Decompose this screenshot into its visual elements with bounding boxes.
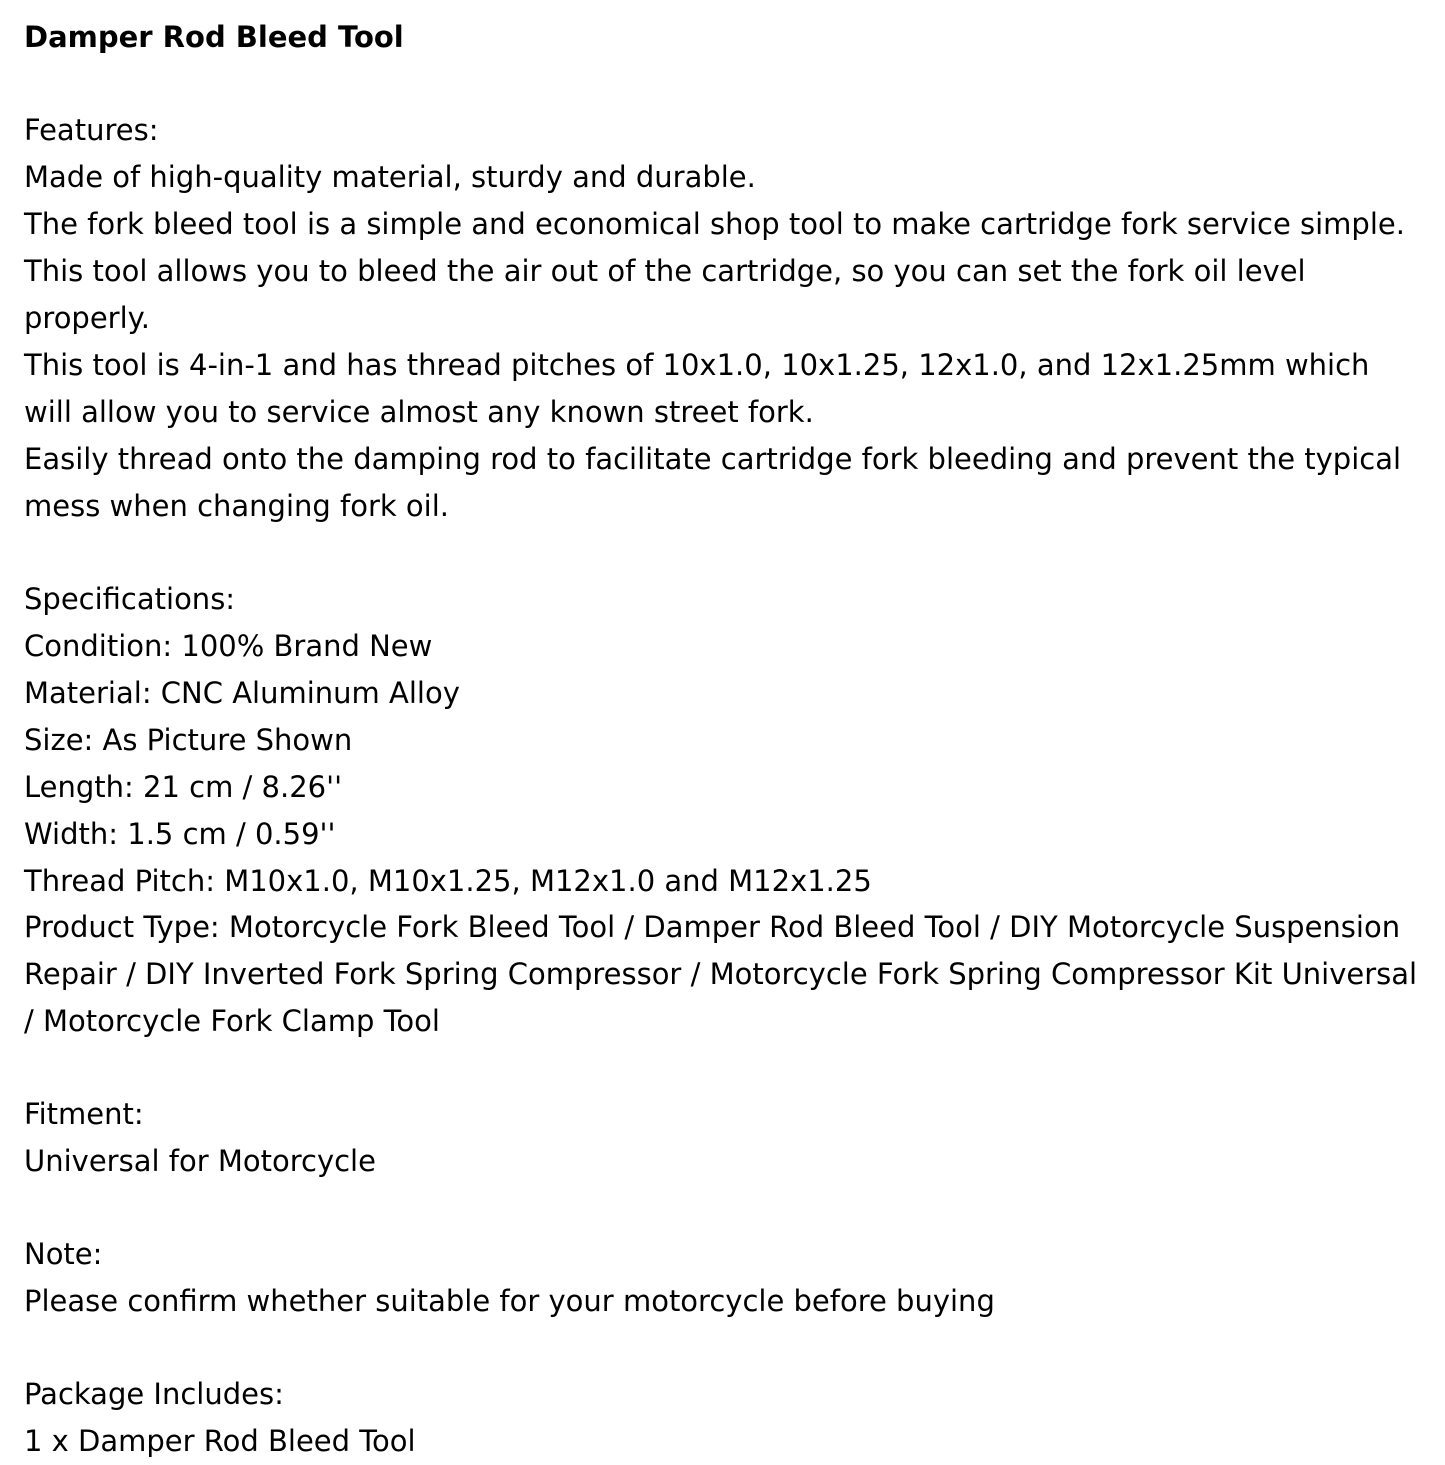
section-line: 1 x Damper Rod Bleed Tool	[24, 1424, 416, 1459]
section-line: Easily thread onto the damping rod to facilitate cartridge fork bleeding and prevent the typical mess when changing fork oil.	[24, 441, 1402, 523]
section-line: Length: 21 cm / 8.26''	[24, 769, 343, 804]
section-line: Made of high-quality material, sturdy and durable.	[24, 159, 756, 194]
section-heading: Package Includes:	[24, 1377, 284, 1412]
section-specifications	[24, 576, 1421, 1046]
section-line: Width: 1.5 cm / 0.59''	[24, 816, 336, 851]
spacer	[24, 1185, 1421, 1231]
spacer	[24, 1045, 1421, 1091]
section-heading: Note:	[24, 1237, 103, 1272]
section-note	[24, 1231, 1421, 1325]
spacer	[24, 530, 1421, 576]
section-fitment	[24, 1091, 1421, 1185]
spacer	[24, 61, 1421, 107]
section-line: Condition: 100% Brand New	[24, 628, 433, 663]
section-line: Please confirm whether suitable for your motorcycle before buying	[24, 1284, 995, 1319]
section-line: Size: As Picture Shown	[24, 722, 353, 757]
section-line: The fork bleed tool is a simple and economical shop tool to make cartridge fork service simple.	[24, 206, 1405, 241]
section-line: This tool allows you to bleed the air out of the cartridge, so you can set the fork oil level properly.	[24, 253, 1306, 335]
section-heading: Fitment:	[24, 1097, 144, 1132]
section-heading: Features:	[24, 112, 159, 147]
section-heading: Specifications:	[24, 581, 236, 616]
section-line: This tool is 4-in-1 and has thread pitches of 10x1.0, 10x1.25, 12x1.0, and 12x1.25mm which will allow you to service almost any known street fork.	[24, 347, 1370, 429]
section-line: Thread Pitch: M10x1.0, M10x1.25, M12x1.0 and M12x1.25	[24, 863, 872, 898]
section-line: Universal for Motorcycle	[24, 1144, 376, 1179]
section-features	[24, 107, 1421, 530]
page-title: Damper Rod Bleed Tool	[24, 20, 404, 54]
spacer	[24, 1325, 1421, 1371]
section-line: Product Type: Motorcycle Fork Bleed Tool / Damper Rod Bleed Tool / DIY Motorcycle Suspension Repair / DIY Inverted Fork Spring Compressor / Motorcycle Fork Spring Compressor Kit Universal / Motorcycle Fork Clamp Tool	[24, 910, 1418, 1039]
section-package-includes	[24, 1371, 1421, 1465]
section-line: Material: CNC Aluminum Alloy	[24, 675, 460, 710]
